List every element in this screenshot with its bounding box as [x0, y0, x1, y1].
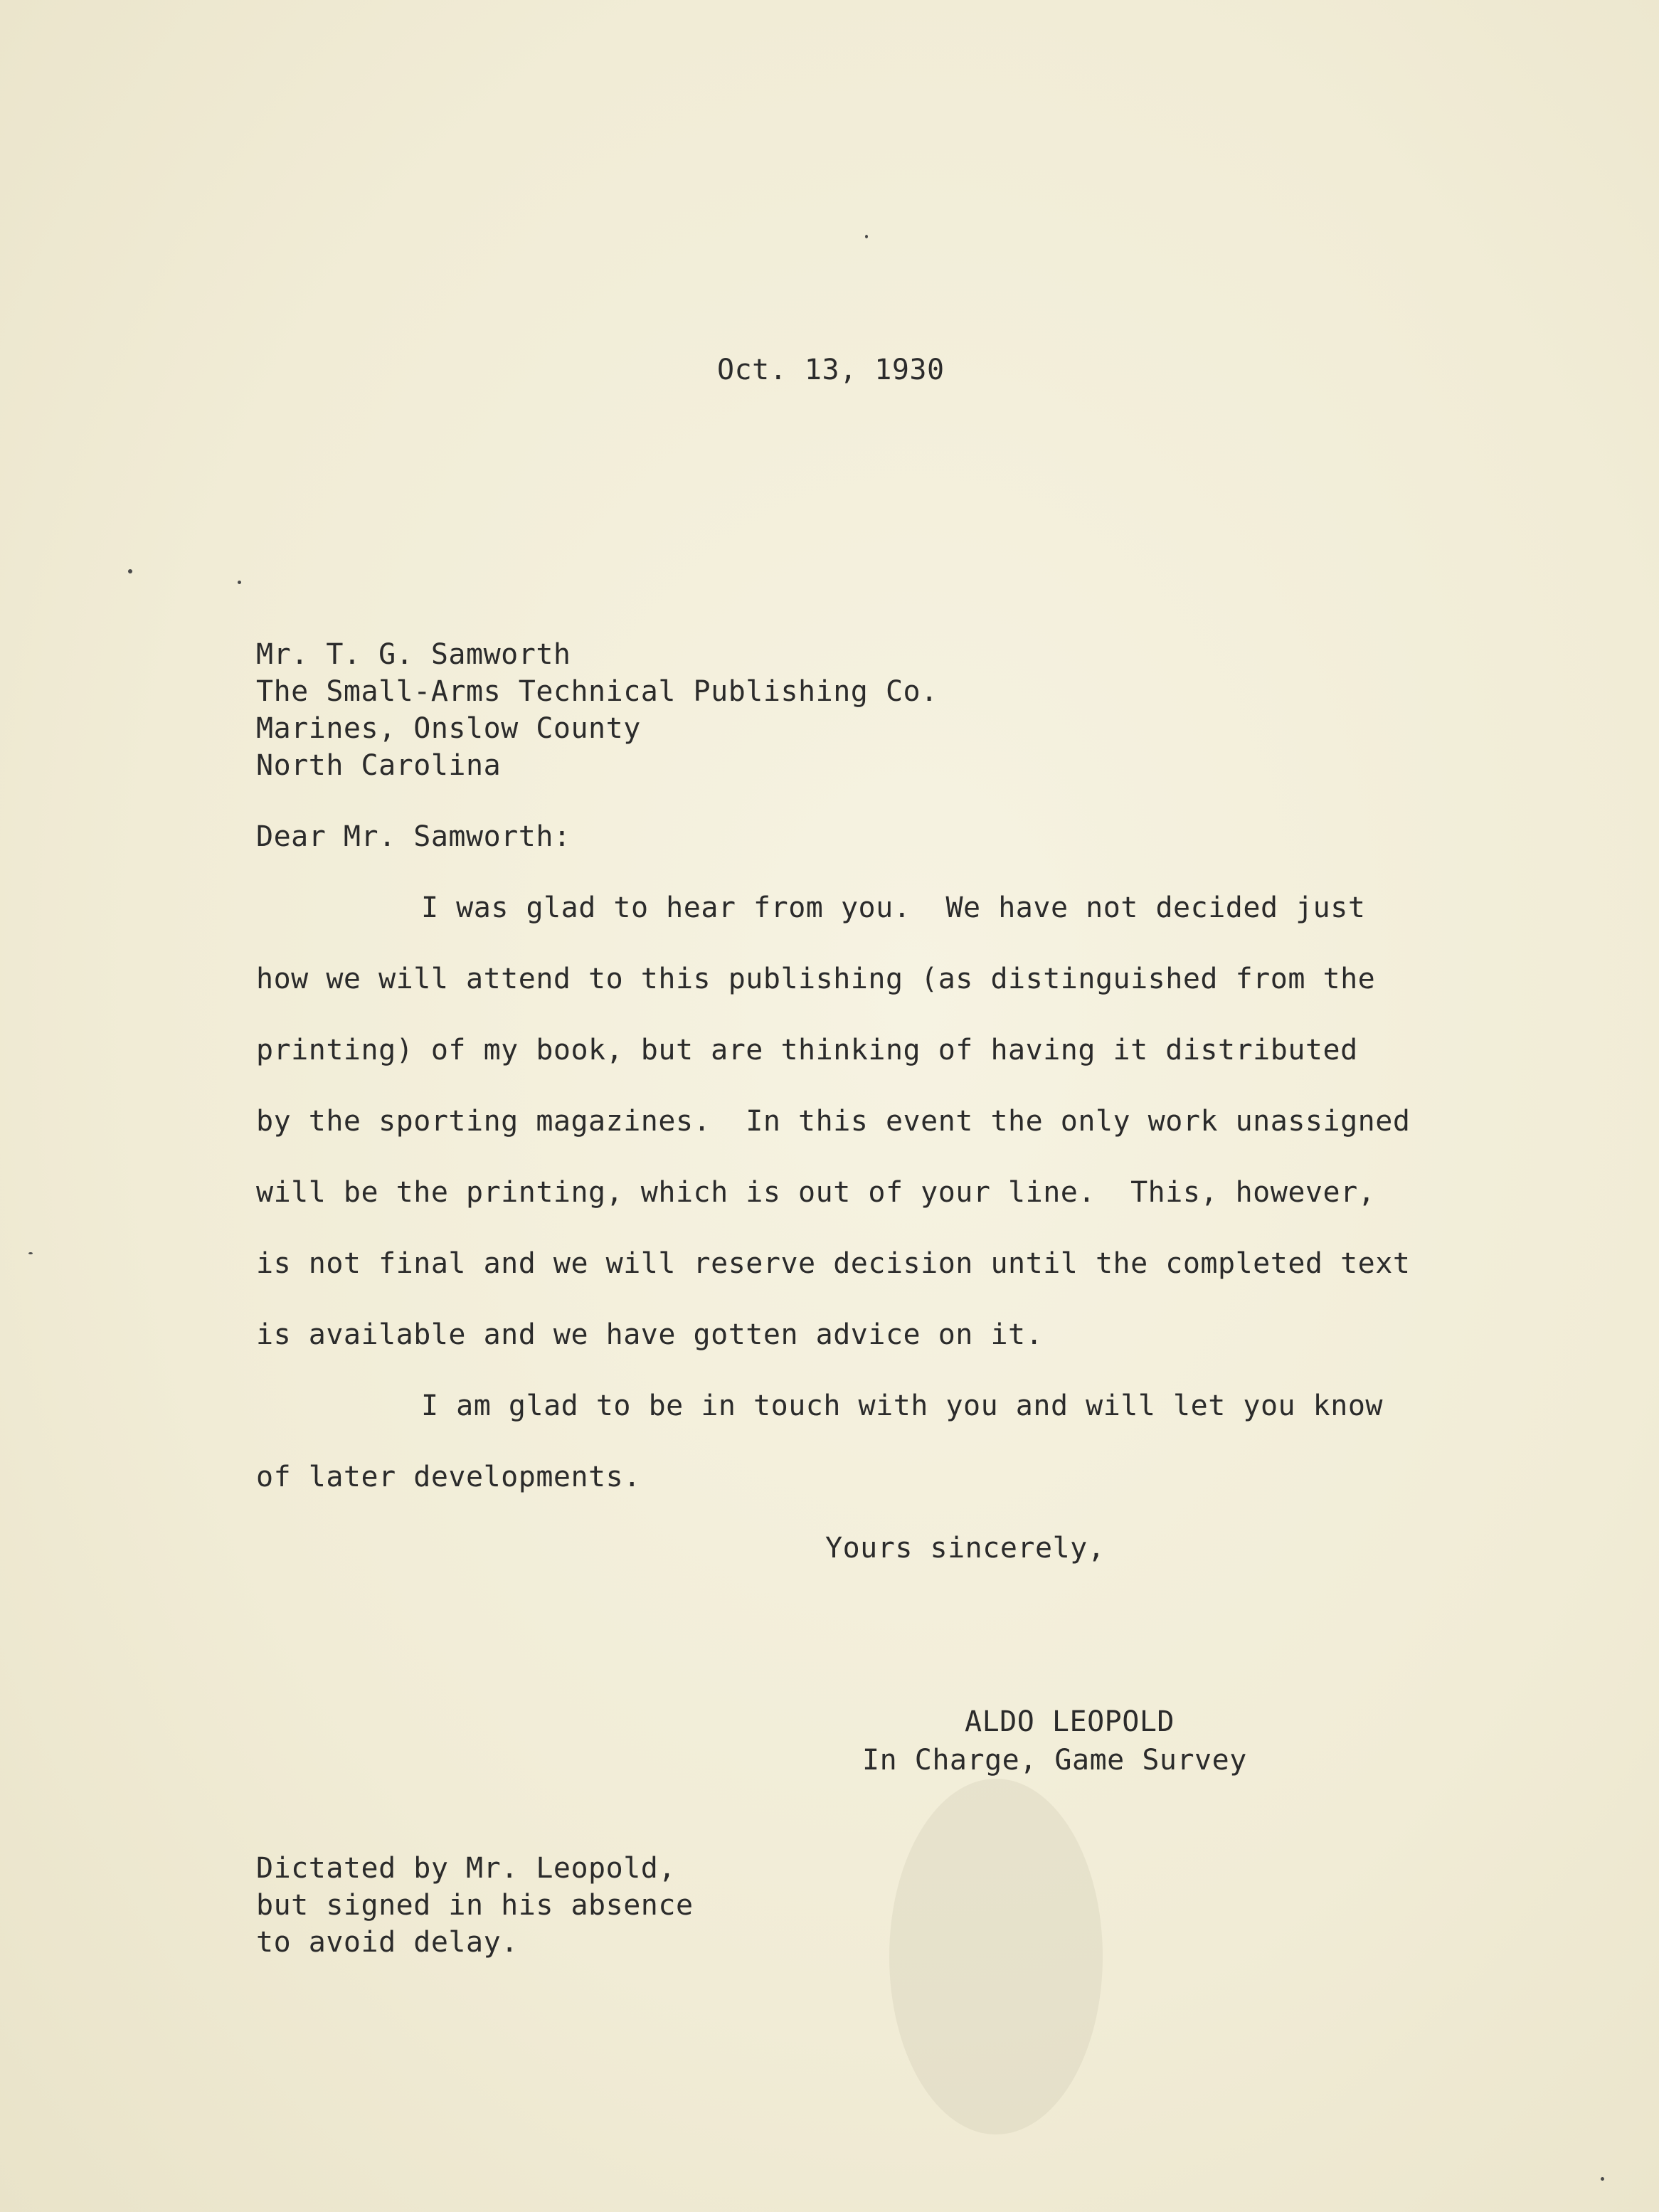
salutation: Dear Mr. Samworth:	[256, 820, 571, 853]
recipient-name: Mr. T. G. Samworth	[256, 638, 571, 671]
paragraph-line: I am glad to be in touch with you and will let you know	[421, 1390, 1384, 1422]
paper-stain	[889, 1779, 1103, 2134]
recipient-state: North Carolina	[256, 749, 502, 782]
recipient-town: Marines, Onslow County	[256, 712, 641, 745]
signer-title: In Charge, Game Survey	[862, 1744, 1247, 1777]
note-line: but signed in his absence	[256, 1889, 694, 1922]
paragraph-line: by the sporting magazines. In this event the only work unassigned	[256, 1105, 1411, 1138]
paragraph-line: printing) of my book, but are thinking of having it distributed	[256, 1034, 1358, 1067]
closing: Yours sincerely,	[825, 1532, 1106, 1565]
paragraph-line: I was glad to hear from you. We have not decided just	[421, 891, 1366, 924]
recipient-company: The Small-Arms Technical Publishing Co.	[256, 675, 938, 708]
paper-speck	[128, 569, 132, 573]
paragraph-line: how we will attend to this publishing (as distinguished from the	[256, 963, 1376, 995]
paper-speck	[865, 235, 868, 238]
paragraph-line: will be the printing, which is out of your line. This, however,	[256, 1176, 1376, 1209]
letter-date: Oct. 13, 1930	[717, 354, 945, 386]
signer-name: ALDO LEOPOLD	[965, 1705, 1175, 1738]
paragraph-line: of later developments.	[256, 1461, 641, 1493]
paper-speck	[238, 581, 241, 584]
paper-speck	[28, 1252, 33, 1254]
paper-speck	[1601, 2177, 1604, 2181]
note-line: to avoid delay.	[256, 1926, 519, 1959]
note-line: Dictated by Mr. Leopold,	[256, 1852, 676, 1885]
paragraph-line: is not final and we will reserve decision until the completed text	[256, 1247, 1411, 1280]
paragraph-line: is available and we have gotten advice on it.	[256, 1318, 1044, 1351]
